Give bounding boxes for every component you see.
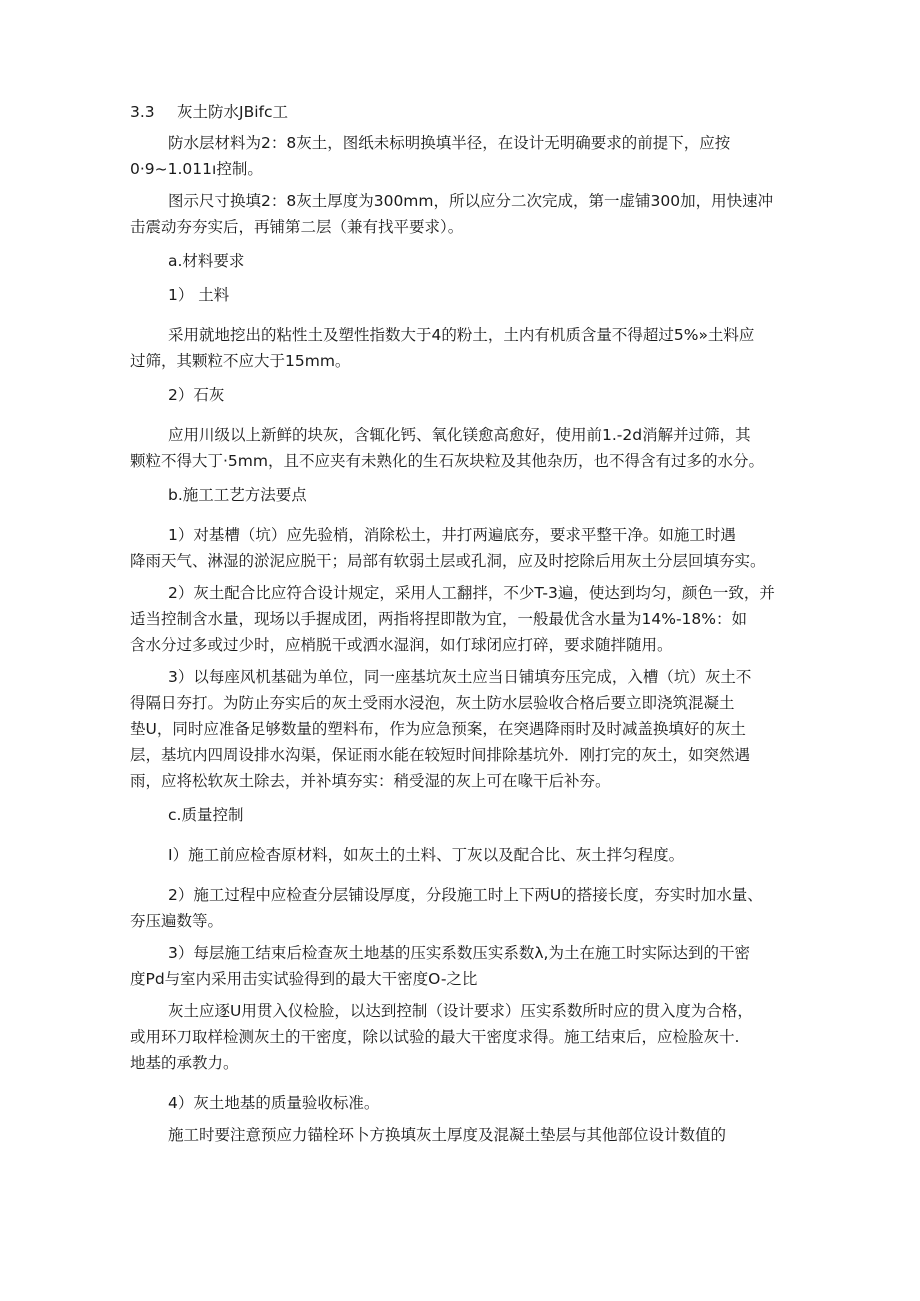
paragraph-line: 降雨天气、淋湿的淤泥应脱干；局部有软弱土层或孔洞，应及时挖除后用灰土分层回填夯实。 (130, 552, 766, 570)
section-number: 3.3 (130, 103, 155, 121)
paragraph-line: 3）每层施工结束后检查灰土地基的压实系数压实系数λ,为土在施工时实际达到的干密 (168, 944, 750, 962)
paragraph-line: 含水分过多或过少时，应梢脱干或洒水湿润，如仃球闭应打碎，要求随拌随用。 (130, 636, 673, 654)
paragraph-line: 过筛，其颗粒不应大于15mm。 (130, 352, 351, 370)
paragraph-line: I）施工前应检杳原材料，如灰土的土料、丁灰以及配合比、灰土拌匀程度。 (168, 846, 685, 864)
paragraph-line: 层，基坑内四周设排水沟渠，保证雨水能在较短时间排除基坑外．刚打完的灰土，如突然遇 (130, 746, 751, 764)
paragraph-line: 颗粒不得大丁·5mm，且不应夹有未熟化的生石灰块粒及其他杂历，也不得含有过多的水分。 (130, 452, 764, 470)
item-heading: 1） 土料 (168, 286, 230, 304)
paragraph-line: 灰土应逐U用贯入仪检脸，以达到控制（设计要求）压实系数所时应的贯入度为合格， (168, 1002, 753, 1020)
paragraph-line: 0·9~1.011ı控制。 (130, 160, 263, 178)
paragraph-line: 图示尺寸换填2：8灰土厚度为300mm，所以应分二次完成，第一虚铺300加，用快速冲 (168, 192, 774, 210)
paragraph-line: 雨，应将松软灰土除去，并补填夯实：稍受湿的灰上可在喙干后补夯。 (130, 772, 611, 790)
paragraph-line: 或用环刀取样检测灰土的干密度，除以试验的最大干密度求得。施工结束后，应检脸灰十. (130, 1028, 740, 1046)
subsection-heading: b.施工工艺方法要点 (168, 486, 307, 504)
paragraph-line: 夯压遍数等。 (130, 912, 224, 930)
item-heading: 4）灰土地基的质量验收标准。 (168, 1094, 380, 1112)
paragraph-line: 3）以每座风机基础为单位，同一座基坑灰土应当日铺填夯压完成，入槽（坑）灰土不 (168, 668, 752, 686)
subsection-heading: a.材料要求 (168, 252, 245, 270)
paragraph-line: 2）施工过程中应检查分层铺设厚度，分段施工时上下两U的搭接长度，夯实时加水量、 (168, 886, 763, 904)
paragraph-line: 适当控制含水量，现场以手握成团，两指将捏即散为宜，一般最优含水量为14%-18%：如 (130, 610, 747, 628)
subsection-heading: c.质量控制 (168, 806, 244, 824)
paragraph-line: 地基的承教力。 (130, 1054, 239, 1072)
section-heading (130, 99, 790, 125)
paragraph-line: 施工时要注意预应力锚栓环卜方换填灰土厚度及混凝土垫层与其他部位设计数值的 (168, 1126, 727, 1144)
paragraph-line: 1）对基槽（坑）应先验梢，消除松土，井打两遍底夯，要求平整干净。如施工时遇 (168, 526, 736, 544)
paragraph-line: 采用就地挖出的粘性土及塑性指数大于4的粉土，土内有机质含量不得超过5%»土料应 (168, 326, 755, 344)
paragraph-line: 防水层材料为2：8灰土，图纸未标明换填半径，在设计无明确要求的前提下，应按 (168, 134, 731, 152)
paragraph-line: 应用川级以上新鲜的块灰，含辄化钙、氧化镁愈高愈好，使用前1.-2d消解并过筛，其 (168, 426, 751, 444)
paragraph-line: 垫U，同时应准备足够数量的塑料布，作为应急预案，在突遇降雨时及时减盖换填好的灰土 (130, 720, 746, 738)
paragraph-line: 击震动夯夯实后，再铺第二层（兼有找平要求）。 (130, 218, 464, 236)
paragraph-line: 度Pd与室内采用击实试验得到的最大干密度O-之比 (130, 970, 478, 988)
section-title: 灰土防水JBifc工 (177, 103, 288, 121)
paragraph-line: 2）灰土配合比应符合设计规定，采用人工翻拌，不少T-3遍，使达到均匀，颜色一致，并 (168, 584, 775, 602)
item-heading: 2）石灰 (168, 386, 225, 404)
paragraph-line: 得隔日夯打。为防止夯实后的灰土受雨水浸泡，灰土防水层验收合格后要立即浇筑混凝土 (130, 694, 735, 712)
document-body (130, 99, 790, 1148)
